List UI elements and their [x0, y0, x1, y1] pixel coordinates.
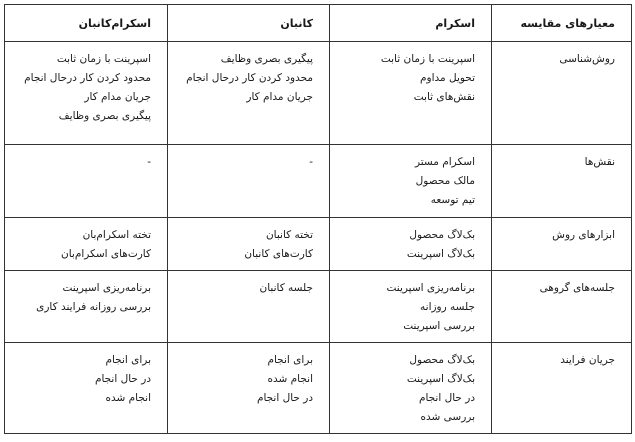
cell-line: برنامه‌ریزی اسپرینت	[386, 282, 475, 294]
header-scrum: اسکرام	[330, 5, 492, 42]
cell-line: جریان مدام کار	[246, 91, 313, 103]
kanban-cell	[168, 271, 330, 343]
header-scrumban: اسکرام‌کانبان	[5, 5, 168, 42]
cell-line: در حال انجام	[418, 392, 475, 404]
cell-line: بررسی اسپرینت	[403, 320, 475, 332]
cell-line: تخته کانبان	[265, 229, 313, 241]
scrum-cell	[330, 42, 492, 145]
cell-line: -	[309, 156, 313, 168]
scrum-cell	[330, 271, 492, 343]
header-criteria: معیارهای مقایسه	[492, 5, 632, 42]
table-row	[5, 271, 632, 343]
cell-line: تحویل مداوم	[420, 72, 475, 84]
comparison-table-container	[4, 4, 632, 434]
cell-text: ابزارهای روش	[552, 229, 615, 241]
cell-text: جلسه‌های گروهی	[539, 282, 615, 294]
kanban-cell	[168, 343, 330, 434]
header-kanban: کانبان	[168, 5, 330, 42]
criterion-cell	[492, 271, 632, 343]
cell-line: بررسی روزانه فرایند کاری	[36, 301, 151, 313]
cell-line: بررسی شده	[420, 411, 475, 423]
scrumban-cell	[5, 42, 168, 145]
cell-text: نقش‌ها	[584, 156, 615, 168]
scrum-cell	[330, 145, 492, 218]
cell-line: انجام شده	[105, 392, 151, 404]
kanban-cell	[168, 145, 330, 218]
header-row	[5, 5, 632, 42]
scrum-cell	[330, 218, 492, 271]
kanban-cell	[168, 42, 330, 145]
cell-line: کارت‌های اسکرام‌بان	[60, 248, 151, 260]
criterion-cell	[492, 218, 632, 271]
cell-line: کارت‌های کانبان	[244, 248, 313, 260]
scrumban-cell	[5, 218, 168, 271]
cell-line: بک‌لاگ محصول	[409, 354, 475, 366]
scrumban-cell	[5, 343, 168, 434]
cell-line: مالک محصول	[415, 175, 475, 187]
table-row	[5, 218, 632, 271]
cell-text: جریان فرایند	[560, 354, 615, 366]
cell-line: اسپرینت با زمان ثابت	[56, 53, 151, 65]
cell-line: پیگیری بصری وظایف	[220, 53, 313, 65]
cell-line: نقش‌های ثابت	[413, 91, 475, 103]
scrumban-cell	[5, 271, 168, 343]
table-row	[5, 145, 632, 218]
cell-line: پیگیری بصری وظایف	[58, 110, 151, 122]
scrumban-cell	[5, 145, 168, 218]
cell-line: برای انجام	[105, 354, 151, 366]
cell-line: بک‌لاگ محصول	[409, 229, 475, 241]
cell-line: بک‌لاگ اسپرینت	[406, 248, 475, 260]
cell-line: بک‌لاگ اسپرینت	[406, 373, 475, 385]
criterion-cell	[492, 343, 632, 434]
cell-line: محدود کردن کار درحال انجام	[186, 72, 313, 84]
comparison-table	[4, 4, 632, 434]
cell-line: برای انجام	[267, 354, 313, 366]
scrum-cell	[330, 343, 492, 434]
cell-line: جلسه روزانه	[420, 301, 475, 313]
cell-line: اسکرام مستر	[414, 156, 475, 168]
cell-line: در حال انجام	[256, 392, 313, 404]
cell-line: برنامه‌ریزی اسپرینت	[62, 282, 151, 294]
table-row	[5, 343, 632, 434]
criterion-cell	[492, 145, 632, 218]
cell-text: روش‌شناسی	[559, 53, 615, 65]
cell-line: تیم توسعه	[430, 194, 475, 206]
criterion-cell	[492, 42, 632, 145]
cell-line: انجام شده	[267, 373, 313, 385]
cell-line: -	[147, 156, 151, 168]
kanban-cell	[168, 218, 330, 271]
table-row	[5, 42, 632, 145]
cell-line: اسپرینت با زمان ثابت	[380, 53, 475, 65]
cell-line: تخته اسکرام‌بان	[82, 229, 151, 241]
cell-line: در حال انجام	[94, 373, 151, 385]
cell-line: جریان مدام کار	[84, 91, 151, 103]
cell-line: جلسه کانبان	[259, 282, 313, 294]
cell-line: محدود کردن کار درحال انجام	[24, 72, 151, 84]
